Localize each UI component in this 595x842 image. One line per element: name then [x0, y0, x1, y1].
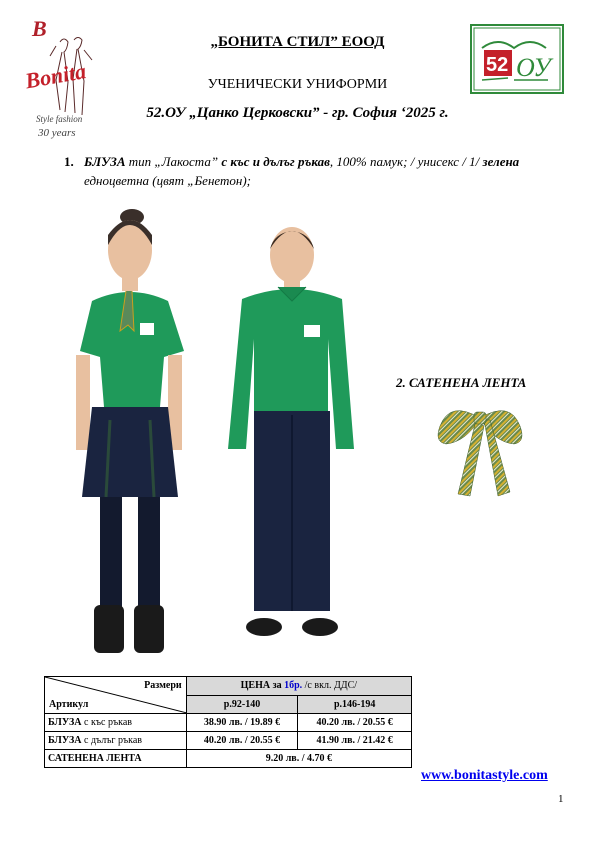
- article-name: САТЕНЕНА ЛЕНТА: [48, 753, 142, 764]
- logo-years: 30 years: [38, 127, 76, 139]
- item-1-description: [64, 152, 564, 190]
- article-cell: [45, 714, 187, 732]
- document-subtitle: УЧЕНИЧЕСКИ УНИФОРМИ: [207, 77, 388, 92]
- article-label: Артикул: [49, 699, 89, 710]
- article-name: БЛУЗА: [48, 735, 82, 746]
- company-name: „БОНИТА СТИЛ” ЕООД: [210, 34, 385, 50]
- logo-tagline: Style fashion: [36, 114, 83, 124]
- logo-brand: Bonita: [23, 58, 88, 94]
- page-number: 1: [558, 793, 564, 805]
- item-1-number: 1.: [64, 154, 74, 169]
- price-vat-note: /с вкл. ДДС/: [302, 680, 358, 692]
- school-name: 52.ОУ „Цанко Церковски” - гр. София ‘2025 г.: [146, 105, 449, 121]
- price-header: [186, 677, 411, 696]
- article-variant: с дълъг ръкав: [81, 735, 143, 746]
- item-1-material: , 100% памук; / унисекс / 1/: [329, 154, 483, 169]
- article-cell: [45, 732, 187, 750]
- price-cell: 38.90 лв. / 19.89 €: [186, 714, 298, 732]
- article-cell: [45, 750, 187, 768]
- item-1-name: БЛУЗА: [84, 154, 126, 169]
- table-row: [45, 750, 412, 768]
- price-cell: 40.20 лв. / 20.55 €: [298, 714, 412, 732]
- size-col-1: р.92-140: [186, 695, 298, 714]
- satin-ribbon-image: [432, 400, 528, 500]
- price-cell: 40.20 лв. / 20.55 €: [186, 732, 298, 750]
- article-name: БЛУЗА: [48, 717, 82, 728]
- boy-uniform-photo: [228, 215, 358, 660]
- price-cell: 9.20 лв. / 4.70 €: [186, 750, 411, 768]
- table-row: [45, 714, 412, 732]
- price-table: [44, 676, 412, 768]
- item-1-sleeve: с къс и дълъг ръкав: [221, 154, 330, 169]
- price-quantity: 1бр.: [284, 680, 303, 692]
- svg-text:ОУ: ОУ: [516, 53, 551, 82]
- sizes-label: Размери: [144, 680, 182, 691]
- article-variant: с къс ръкав: [81, 717, 132, 728]
- website-link[interactable]: www.bonitastyle.com: [421, 768, 548, 783]
- table-row: [45, 732, 412, 750]
- girl-uniform-photo: [70, 205, 190, 665]
- item-1-color: зелена: [482, 154, 520, 169]
- logo-initial: B: [32, 16, 47, 41]
- svg-text:52: 52: [486, 54, 509, 76]
- size-col-2: р.146-194: [298, 695, 412, 714]
- price-header-label: ЦЕНА за: [240, 680, 285, 692]
- table-corner-header: [45, 677, 187, 714]
- item-1-type: тип „Лакоста”: [125, 154, 222, 169]
- item-1-shade: едноцветна (цвят „Бенетон);: [84, 173, 251, 188]
- price-cell: 41.90 лв. / 21.42 €: [298, 732, 412, 750]
- item-2-label: 2. САТЕНЕНА ЛЕНТА: [396, 375, 527, 390]
